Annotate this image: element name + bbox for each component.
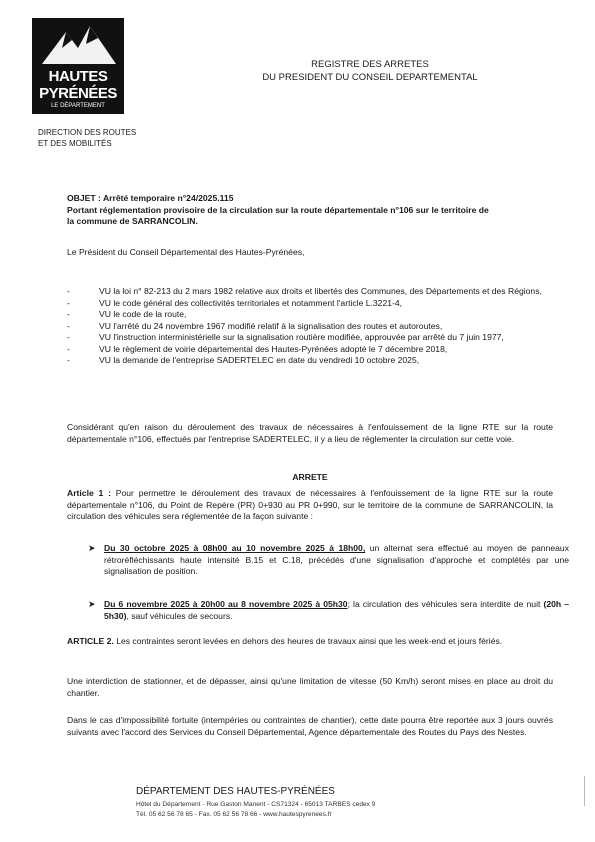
dash-bullet: - <box>67 343 70 354</box>
vu-item-text: VU l'arrêté du 24 novembre 1967 modifié relatif à la signalisation des routes et autoroutes, <box>99 320 443 331</box>
vu-item <box>67 286 553 298</box>
article2 <box>67 636 553 648</box>
mountain-icon <box>32 18 124 68</box>
objet-line2: Portant réglementation provisoire de la circulation sur la route départementale n°106 sur le territoire de <box>67 204 489 215</box>
dash-bullet: - <box>67 297 70 308</box>
period-1-dates: Du 30 octobre 2025 à 08h00 au 10 novembre 2025 à 18h00, <box>104 543 366 553</box>
article2-label: ARTICLE 2. <box>67 636 114 646</box>
objet-block <box>67 193 557 228</box>
dash-bullet: - <box>67 320 70 331</box>
period-2-dates: Du 6 novembre 2025 à 20h00 au 8 novembre 2025 à 05h30 <box>104 599 348 609</box>
vu-item <box>67 321 553 333</box>
vu-item-text: VU le règlement de voirie départemental des Hautes-Pyrénées adopté le 7 décembre 2018, <box>99 343 448 354</box>
objet-line1: OBJET : Arrêté temporaire n°24/2025.115 <box>67 193 234 203</box>
register-header <box>230 58 510 84</box>
objet-line3: la commune de SARRANCOLIN. <box>67 216 198 226</box>
direction-line1: DIRECTION DES ROUTES <box>38 128 137 137</box>
article1-text: Pour permettre le déroulement des travaux de nécessaires à l'enfouissement de la ligne RTE sur la route départementale n°106, du Point de Repère (PR) 0+930 au PR 0+990, sur le territoire de la commune de SARRANCOLIN, la circulation des véhicules sera réglementée de la façon suivante : <box>67 488 554 521</box>
header-line1: REGISTRE DES ARRETES <box>311 59 429 70</box>
vu-list <box>67 286 553 367</box>
direction-block <box>38 127 158 149</box>
footer-contact: Tél. 05 62 56 78 65 - Fax. 05 62 56 78 66 - www.hautespyrenees.fr <box>136 811 332 818</box>
impossibilite-paragraph: Dans le cas d'impossibilité fortuite (intempéries ou contraintes de chantier), cette date pourra être reportée aux 3 jours ouvrés suivants avec l'accord des Services du Conseil Départemental, Agence départementale des Routes du Pays des Nestes. <box>67 715 553 737</box>
footer <box>136 785 556 820</box>
footer-address: Hôtel du Département - Rue Gaston Manent - CS71324 - 65013 TARBES cedex 9 <box>136 801 376 808</box>
period-2 <box>88 599 569 622</box>
vu-item-text: VU la loi n° 82-213 du 2 mars 1982 relative aux droits et libertés des Communes, des Départements et des Régions, <box>99 286 542 296</box>
vu-item-text: VU l'instruction interministérielle sur la signalisation routière modifiée, approuvée par arrêté du 7 juin 1977, <box>99 332 504 342</box>
department-logo <box>32 18 124 114</box>
vu-item <box>67 309 553 321</box>
logo-pyrenees: PYRÉNÉES <box>39 85 117 102</box>
header-line2: DU PRESIDENT DU CONSEIL DEPARTEMENTAL <box>262 72 478 83</box>
logo-hautes: HAUTES <box>48 68 108 85</box>
vu-item <box>67 332 553 344</box>
arrow-bullet-icon: ➤ <box>88 543 96 553</box>
vu-item <box>67 344 553 356</box>
vu-item <box>67 298 553 310</box>
dash-bullet: - <box>67 286 70 296</box>
arrow-bullet-icon: ➤ <box>88 599 96 609</box>
period-1-text: un alternat sera effectué au moyen de panneaux rétroréfléchissants haute intensité B.15 et C.18, précédés d'une signalisation d'approche et complétés par une signalisation de position. <box>104 543 569 576</box>
logo-departement: LE DÉPARTEMENT <box>51 103 105 109</box>
article1-label: Article 1 : <box>67 488 111 498</box>
dash-bullet: - <box>67 309 70 319</box>
arrete-title: ARRETE <box>292 472 328 482</box>
direction-line2: ET DES MOBILITÉS <box>38 139 112 148</box>
dash-bullet: - <box>67 355 70 365</box>
scan-mark <box>584 776 585 806</box>
vu-item-text: VU le code général des collectivités territoriales et notamment l'article L.3221-4, <box>99 297 403 308</box>
dash-bullet: - <box>67 332 70 342</box>
interdiction-paragraph: Une interdiction de stationner, et de dépasser, ainsi qu'une limitation de vitesse (50 Km/h) seront mises en place au droit du chantier. <box>67 676 553 698</box>
period-2-hours: (20h – 5h30) <box>104 599 570 621</box>
vu-item <box>67 355 553 367</box>
footer-title: DÉPARTEMENT DES HAUTES-PYRÉNÉES <box>136 786 335 797</box>
article2-text: Les contraintes seront levées en dehors des heures de travaux ainsi que les week-end et jours fériés. <box>116 636 503 646</box>
vu-item-text: VU le code de la route, <box>99 309 187 319</box>
considerant-text: Considérant qu'en raison du déroulement des travaux de nécessaires à l'enfouissement de la ligne RTE sur la route départementale n°106, effectués par l'entreprise SADERTELEC, il y a lieu de réglementer la circulation sur cette voie. <box>67 422 553 444</box>
vu-item-text: VU la demande de l'entreprise SADERTELEC en date du vendredi 10 octobre 2025, <box>99 355 420 365</box>
period-1 <box>88 543 569 578</box>
period-2-text: ; la circulation des véhicules sera interdite de nuit <box>347 599 541 609</box>
article1 <box>67 488 553 523</box>
intro-text: Le Président du Conseil Départemental des Hautes-Pyrénées, <box>67 247 305 257</box>
period-2-tail: , sauf véhicules de secours. <box>126 610 233 621</box>
